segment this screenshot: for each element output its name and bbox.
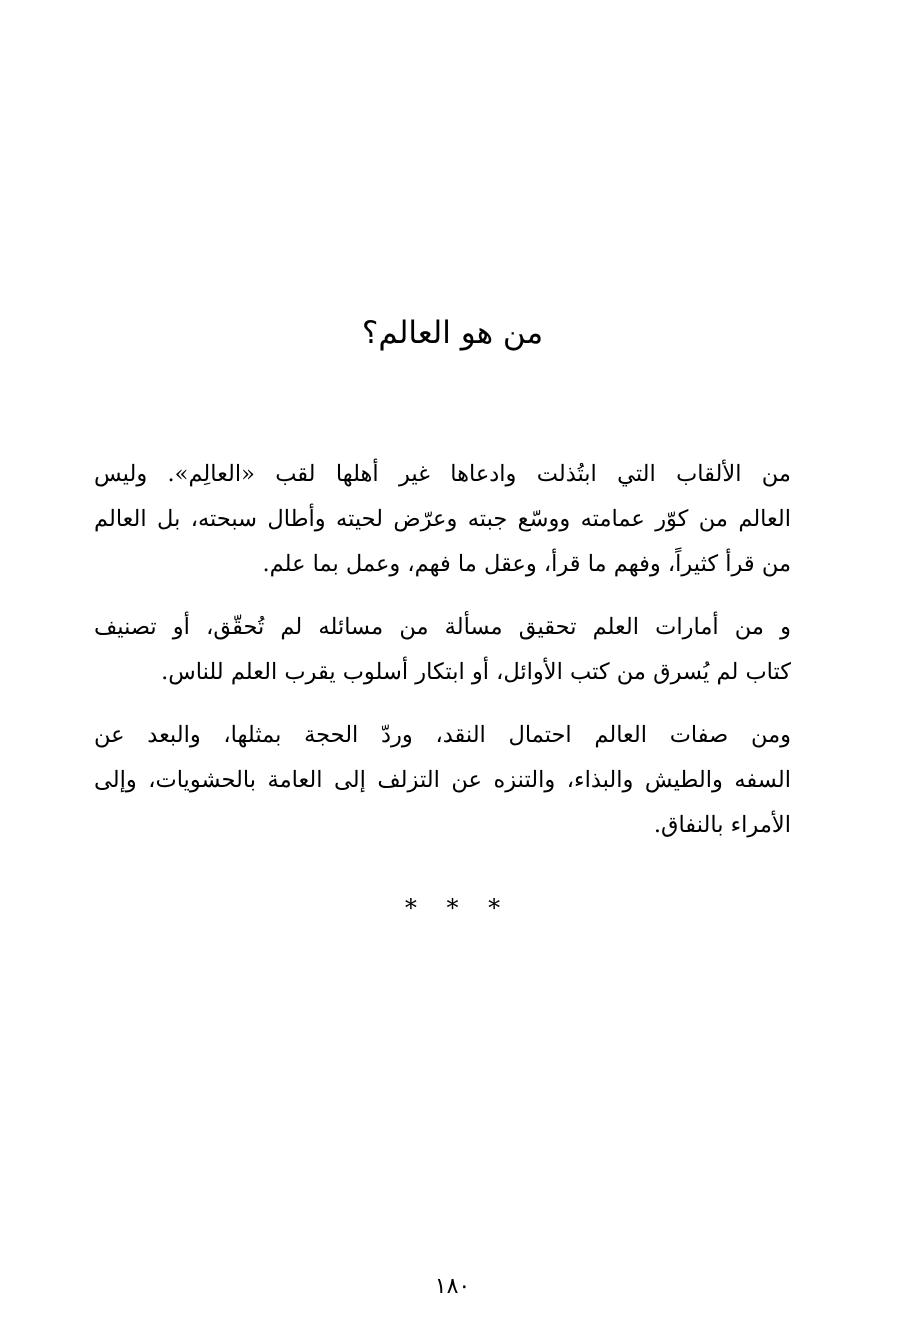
paragraph-line: ومن صفات العالم احتمال النقد، وردّ الحجة بمثلها، والبعد عن xyxy=(94,722,791,748)
paragraph-line: من قرأ كثيراً، وفهم ما قرأ، وعقل ما فهم، وعمل بما علم. xyxy=(262,551,791,577)
page-title: من هو العالم؟ xyxy=(361,315,544,351)
paragraph-line: السفه والطيش والبذاء، والتنزه عن التزلف إلى العامة بالحشويات، وإلى xyxy=(94,767,791,793)
paragraph-line: كتاب لم يُسرق من كتب الأوائل، أو ابتكار أسلوب يقرب العلم للناس. xyxy=(161,659,791,685)
article-body xyxy=(94,452,791,866)
paragraph-line: و من أمارات العلم تحقيق مسألة من مسائله لم تُحقّق، أو تصنيف xyxy=(94,614,791,640)
paragraph-line: العالم من كوّر عمامته ووسّع جبته وعرّض لحيته وأطال سبحته، بل العالم xyxy=(94,506,791,532)
section-separator: * * * xyxy=(404,894,501,922)
page-number: ١٨٠ xyxy=(434,1274,471,1299)
paragraph-3 xyxy=(94,713,791,848)
paragraph-line: من الألقاب التي ابتُذلت وادعاها غير أهلها لقب «العالِم». وليس xyxy=(94,461,791,487)
paragraph-2 xyxy=(94,605,791,695)
paragraph-line: الأمراء بالنفاق. xyxy=(653,812,791,838)
paragraph-1 xyxy=(94,452,791,587)
